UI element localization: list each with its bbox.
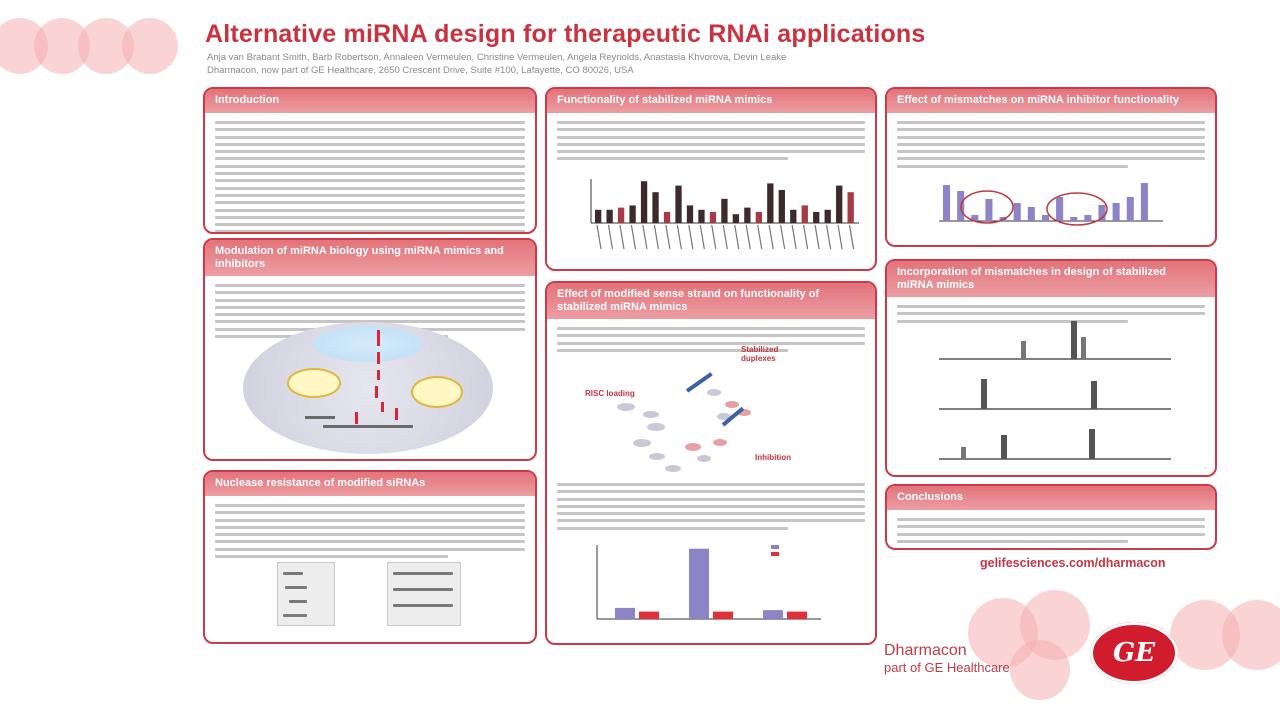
introduction-text <box>205 113 535 234</box>
mismatch-bar <box>1056 197 1063 221</box>
x-tick-label <box>654 225 658 249</box>
nuclease-text <box>205 496 535 570</box>
x-tick-label <box>677 225 681 249</box>
functionality-bar <box>767 183 773 223</box>
x-tick-label <box>850 225 854 249</box>
functionality-panel <box>545 87 877 271</box>
functionality-bar <box>721 199 727 223</box>
functionality-bar <box>652 192 658 223</box>
x-tick-label <box>689 225 693 249</box>
incorporation-heading: Incorporation of mismatches in design of stabilized miRNA mimics <box>887 261 1215 297</box>
introduction-heading: Introduction <box>205 89 535 113</box>
functionality-bar <box>675 186 681 223</box>
functionality-bar <box>790 210 796 223</box>
x-tick-label <box>620 225 624 249</box>
x-tick-label <box>666 225 670 249</box>
mismatches-panel <box>885 87 1217 247</box>
x-tick-label <box>827 225 831 249</box>
red-bar <box>639 612 659 619</box>
mismatch-bar <box>1141 183 1148 221</box>
functionality-bar <box>813 212 819 223</box>
mismatch-bar <box>1113 203 1120 221</box>
effect-heading: Effect of modified sense strand on functionality of stabilized miRNA mimics <box>547 283 875 319</box>
poster-affiliation: Dharmacon, now part of GE Healthcare, 2650 Crescent Drive, Suite #100, Lafayette, CO 80026, USA <box>207 65 634 76</box>
x-tick-label <box>631 225 635 249</box>
functionality-heading: Functionality of stabilized miRNA mimics <box>547 89 875 113</box>
decorative-circle <box>1222 600 1280 670</box>
incorporation-panel <box>885 259 1217 477</box>
mismatch-bar <box>1028 207 1035 221</box>
functionality-bar <box>641 181 647 223</box>
x-tick-label <box>735 225 739 249</box>
risc-loading-label: RISC loading <box>585 389 635 398</box>
functionality-bar <box>779 190 785 223</box>
conclusions-text <box>887 510 1215 550</box>
conclusions-heading: Conclusions <box>887 486 1215 510</box>
stabilized-duplex-label: Stabilized duplexes <box>741 345 779 363</box>
nuclease-panel <box>203 470 537 644</box>
mismatch-bar <box>1014 203 1021 221</box>
effect-text <box>547 319 875 364</box>
functionality-bar <box>802 205 808 223</box>
mismatches-text <box>887 113 1215 180</box>
red-bar <box>787 612 807 619</box>
functionality-bar <box>836 186 842 223</box>
nuclease-heading: Nuclease resistance of modified siRNAs <box>205 472 535 496</box>
x-tick-label <box>746 225 750 249</box>
effect-bar-chart <box>571 539 831 631</box>
decorative-circle <box>1010 640 1070 700</box>
functionality-bar <box>756 212 762 223</box>
x-tick-label <box>643 225 647 249</box>
poster-title: Alternative miRNA design for therapeutic RNAi applications <box>205 20 926 48</box>
purple-bar <box>689 549 709 619</box>
functionality-bar-chart <box>567 175 863 263</box>
purple-bar <box>763 610 783 619</box>
functionality-text <box>547 113 875 173</box>
brand-name: Dharmacon <box>884 642 967 659</box>
poster-authors: Anja van Brabant Smith, Barb Robertson, Annaleen Vermeulen, Christine Vermeulen, Angela Reynolds, Anastasia Khvorova, Devin Leake <box>207 52 787 63</box>
conclusions-panel <box>885 484 1217 550</box>
x-tick-label <box>815 225 819 249</box>
website-url[interactable]: gelifesciences.com/dharmacon <box>980 556 1166 570</box>
mismatches-heading: Effect of mismatches on miRNA inhibitor functionality <box>887 89 1215 113</box>
legend-swatch <box>771 552 779 556</box>
functionality-bar <box>595 210 601 223</box>
effect-panel <box>545 281 877 645</box>
legend-swatch <box>771 545 779 549</box>
functionality-bar <box>825 210 831 223</box>
x-tick-label <box>608 225 612 249</box>
mismatch-bar <box>1084 215 1091 221</box>
functionality-bar <box>733 214 739 223</box>
red-bar <box>713 612 733 619</box>
ge-logo <box>1090 622 1178 684</box>
x-tick-label <box>838 225 842 249</box>
mismatch-bar <box>943 185 950 221</box>
x-tick-label <box>804 225 808 249</box>
functionality-bar <box>698 210 704 223</box>
x-tick-label <box>781 225 785 249</box>
ge-logo-text: GE <box>1112 638 1156 668</box>
modulation-heading: Modulation of miRNA biology using miRNA mimics and inhibitors <box>205 240 535 276</box>
brand-subline: part of GE Healthcare <box>884 660 1010 675</box>
functionality-bar <box>710 212 716 223</box>
inhibition-label: Inhibition <box>755 453 791 462</box>
x-tick-label <box>712 225 716 249</box>
x-tick-label <box>758 225 762 249</box>
x-tick-label <box>700 225 704 249</box>
introduction-panel <box>203 87 537 234</box>
mirna-pathway-diagram <box>205 240 535 459</box>
purple-bar <box>615 608 635 619</box>
mismatch-bar <box>1127 197 1134 221</box>
mismatch-bar <box>1042 215 1049 221</box>
functionality-bar <box>629 205 635 223</box>
functionality-bar <box>618 208 624 223</box>
functionality-bar <box>744 208 750 223</box>
effect-text-2 <box>547 475 875 542</box>
functionality-bar <box>687 205 693 223</box>
mismatches-bar-chart <box>927 179 1167 239</box>
x-tick-label <box>769 225 773 249</box>
decorative-circle <box>122 18 178 74</box>
x-tick-label <box>723 225 727 249</box>
x-tick-label <box>597 225 601 249</box>
x-tick-label <box>792 225 796 249</box>
mismatch-bar <box>1070 217 1077 221</box>
modulation-panel <box>203 238 537 461</box>
mismatch-bar <box>985 199 992 221</box>
functionality-bar <box>848 192 854 223</box>
functionality-bar <box>664 212 670 223</box>
incorporation-multi-panel-chart <box>921 311 1181 471</box>
functionality-bar <box>606 210 612 223</box>
